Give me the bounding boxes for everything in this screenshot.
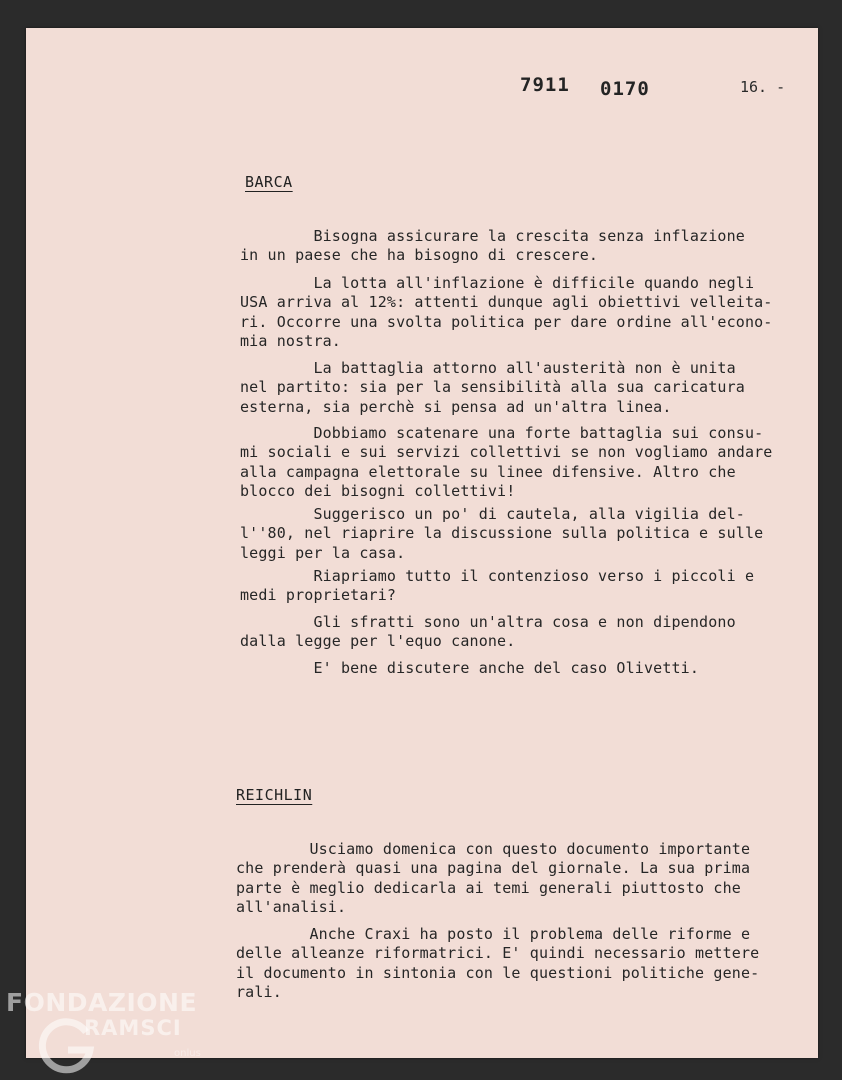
watermark-line-2: RAMSCI [84, 1016, 182, 1040]
watermark-line-3: onlus [174, 1048, 201, 1059]
stamp-number-2: 0170 [600, 78, 650, 100]
paragraph-barca-1: Bisogna assicurare la crescita senza inflazione in un paese che ha bisogno di crescere. [240, 227, 745, 265]
stamp-number-1: 7911 [520, 74, 570, 96]
paragraph-barca-4: Dobbiamo scatenare una forte battaglia sui consu- mi sociali e sui servizi collettivi se non vogliamo andare alla campagna elettorale su linee difensive. Altro che blocco dei bisogni collettivi! [240, 424, 773, 500]
fondazione-gramsci-watermark [6, 988, 226, 1078]
paragraph-barca-6: Riapriamo tutto il contenzioso verso i piccoli e medi proprietari? [240, 567, 755, 605]
page-number: 16. - [740, 78, 786, 96]
paragraph-barca-3: La battaglia attorno all'austerità non è unita nel partito: sia per la sensibilità alla sua caricatura esterna, sia perchè si pensa ad un'altra linea. [240, 359, 745, 416]
watermark-line-1: FONDAZIONE [6, 988, 198, 1017]
paragraph-reichlin-2: Anche Craxi ha posto il problema delle riforme e delle alleanze riformatrici. E' quindi necessario mettere il documento in sintonia con le questioni politiche gene- rali. [236, 925, 760, 1001]
section-heading-barca: BARCA [245, 173, 293, 191]
paragraph-barca-5: Suggerisco un po' di cautela, alla vigilia del- l''80, nel riaprire la discussione sulla politica e sulle leggi per la casa. [240, 505, 764, 562]
document-page [26, 28, 818, 1058]
section-heading-reichlin: REICHLIN [236, 786, 313, 804]
paragraph-barca-7: Gli sfratti sono un'altra cosa e non dipendono dalla legge per l'equo canone. [240, 613, 736, 651]
paragraph-barca-2: La lotta all'inflazione è difficile quando negli USA arriva al 12%: attenti dunque agli obiettivi velleita- ri. Occorre una svolta politica per dare ordine all'econo- mia nostra. [240, 274, 773, 350]
paragraph-barca-8: E' bene discutere anche del caso Olivetti. [240, 659, 700, 677]
paragraph-reichlin-1: Usciamo domenica con questo documento importante che prenderà quasi una pagina del giornale. La sua prima parte è meglio dedicarla ai temi generali piuttosto che all'analisi. [236, 840, 751, 916]
